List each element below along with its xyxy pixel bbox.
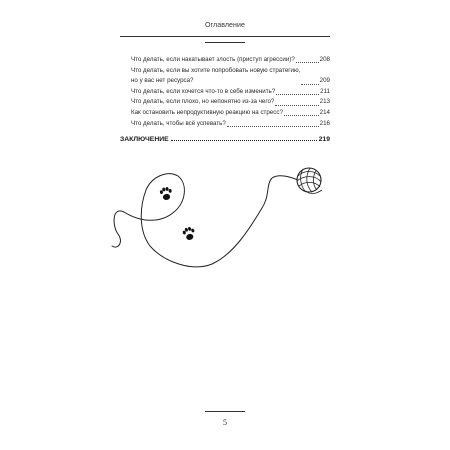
page-number: 5 <box>223 418 227 427</box>
running-title: Оглавление <box>204 22 246 29</box>
toc-entry-page: 208 <box>319 56 330 63</box>
toc-major-title: ЗАКЛЮЧЕНИЕ <box>120 136 169 143</box>
toc-entry-page: 214 <box>319 108 330 116</box>
toc-major-page: 219 <box>318 136 330 143</box>
toc-entry-page: 211 <box>320 87 330 95</box>
toc-entry-title: Что делать, если хочется что-то в себе изменить? <box>131 87 276 95</box>
toc-entry-title-line: Что делать, если вы хотите попробовать новую стратегию, <box>131 66 301 74</box>
paw-print-icon <box>159 186 173 201</box>
toc-entry-title: Как остановить непродуктивную реакцию на стресс? <box>131 108 283 116</box>
toc-entry-title: Что делать, если плохо, но непонятно из-за чего? <box>131 98 275 106</box>
paw-print-icon <box>182 226 197 241</box>
toc-entry-title-line: но у вас нет ресурса? <box>131 77 194 85</box>
toc-entry-title: Что делать, если накатывает злость (приступ агрессии)? <box>131 56 295 63</box>
toc-entry-page: 209 <box>319 77 330 85</box>
toc-entry-page: 213 <box>319 98 330 106</box>
toc-entry-page: 216 <box>319 119 330 127</box>
yarn-ball-icon <box>297 168 322 194</box>
toc-entry-title: Что делать, чтобы всё успевать? <box>131 119 226 127</box>
footer-rule <box>205 411 245 412</box>
thread-line <box>112 174 298 267</box>
